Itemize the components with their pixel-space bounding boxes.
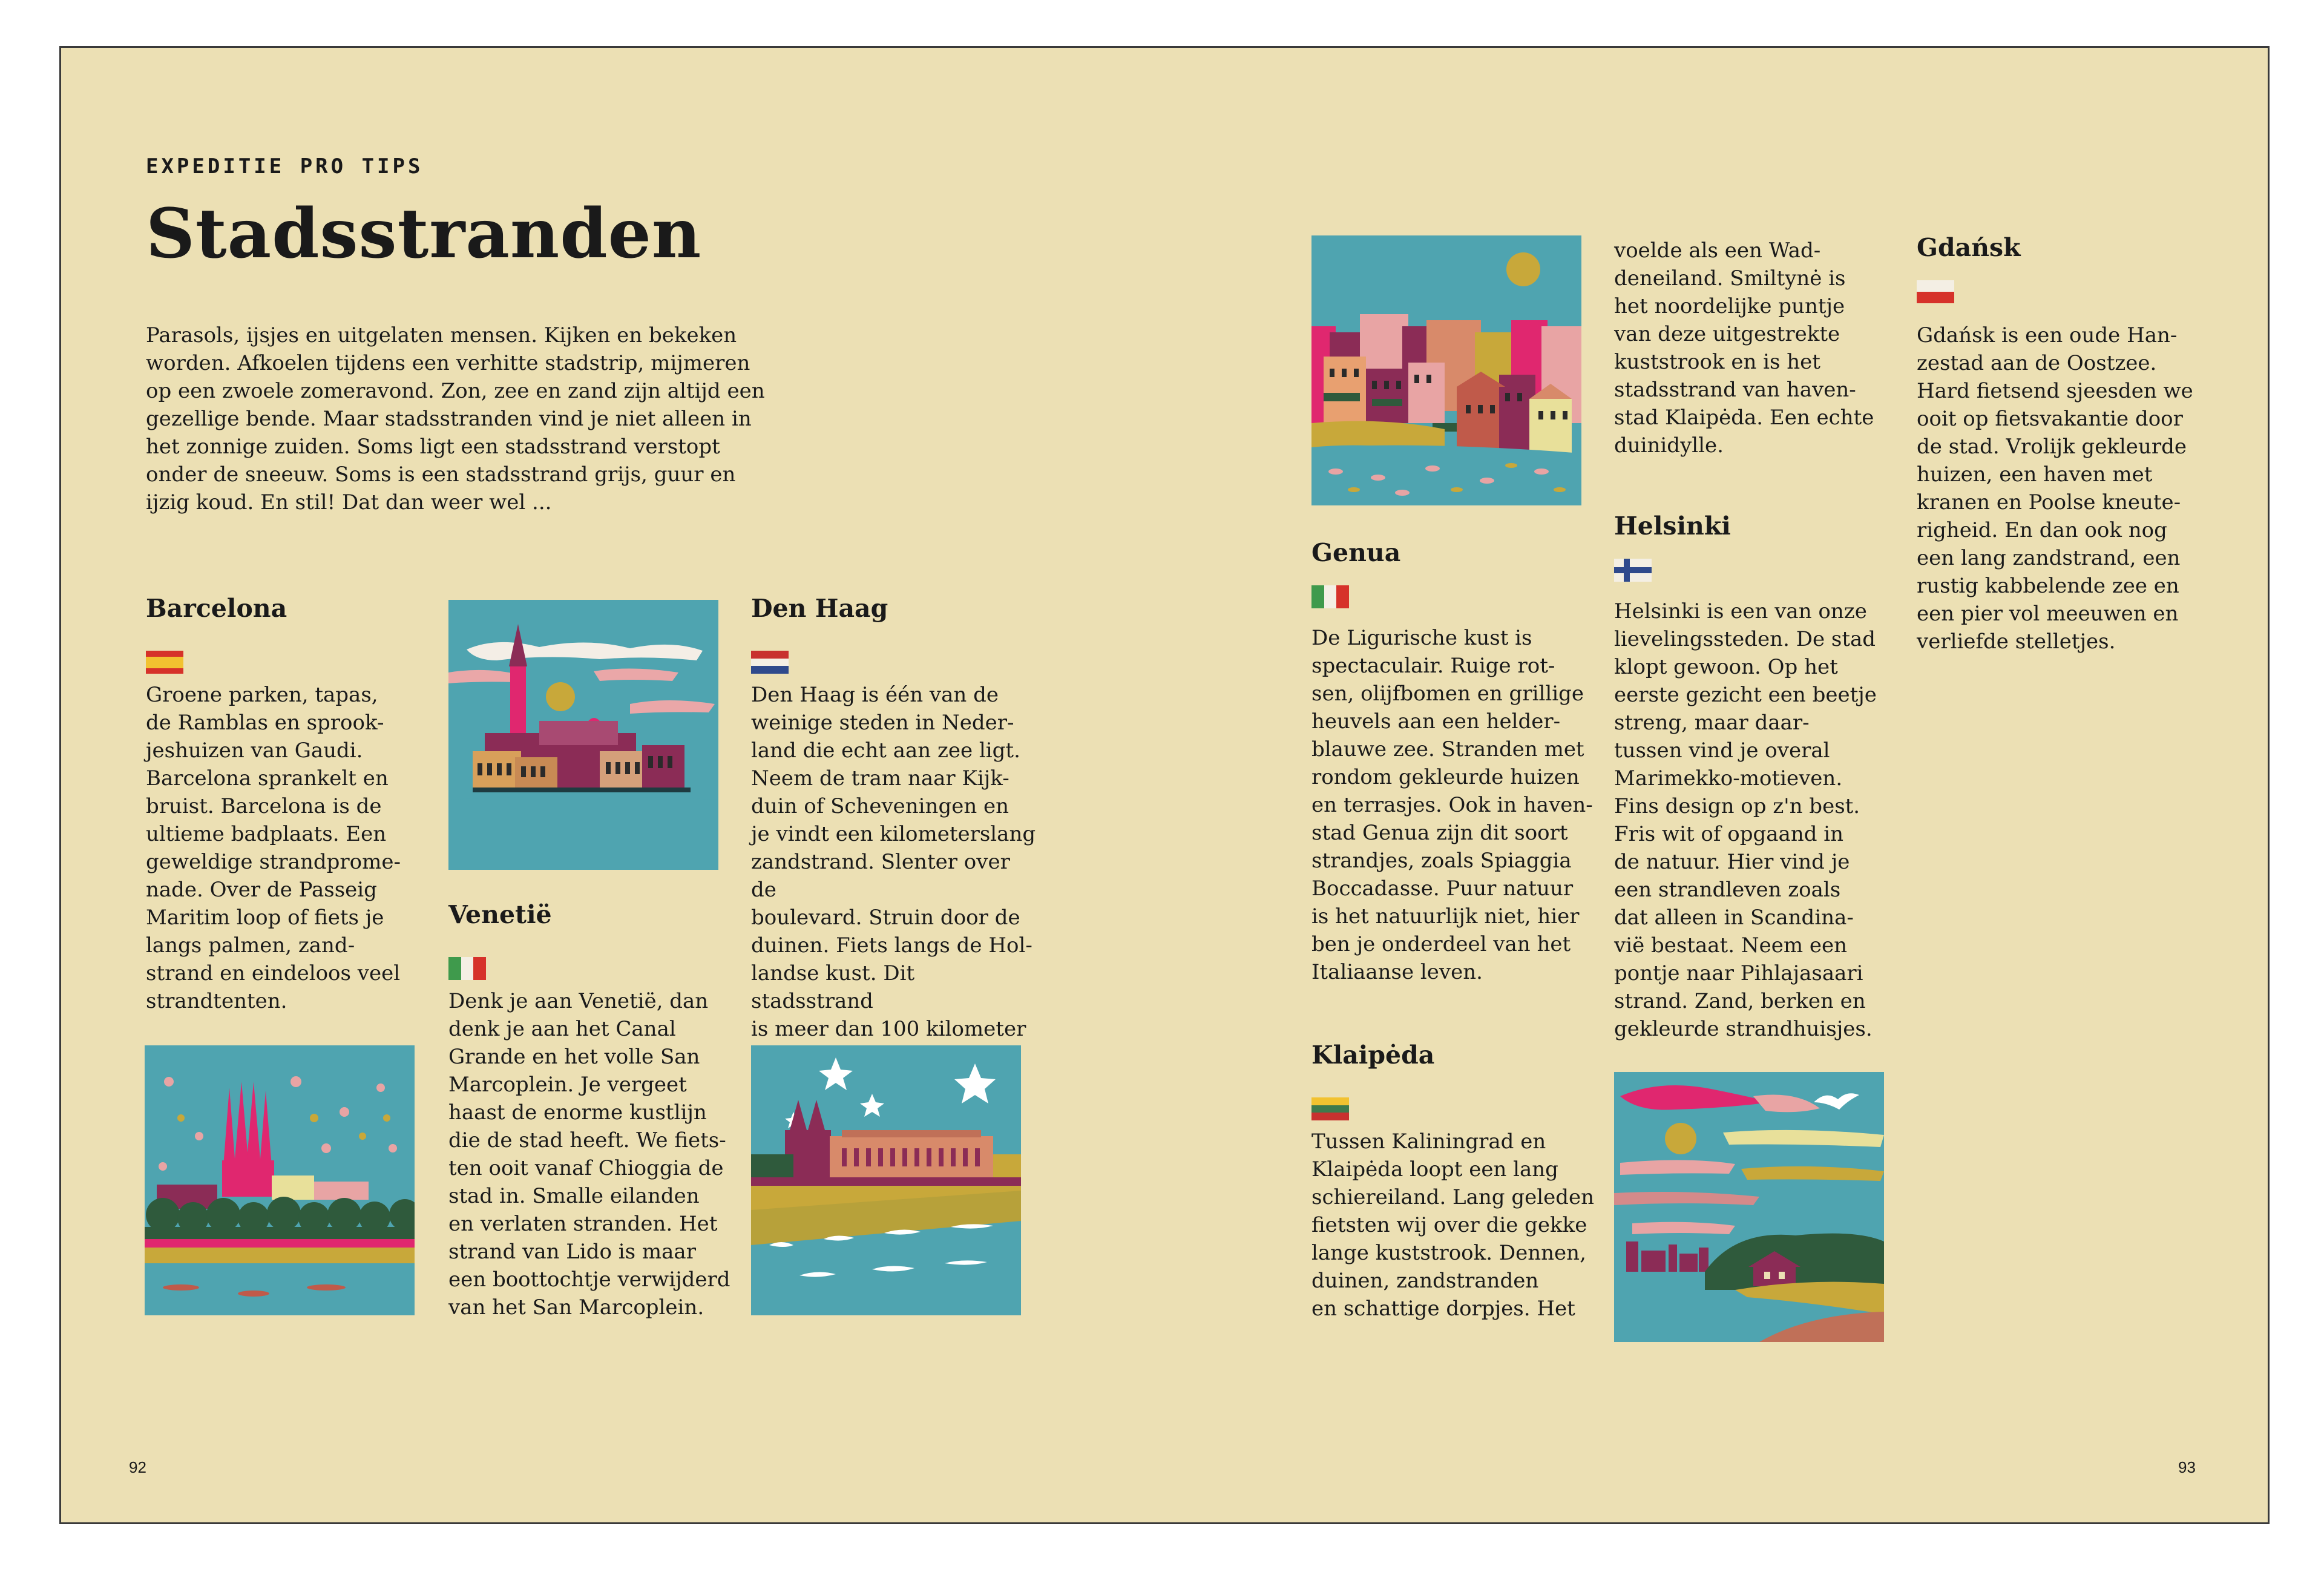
helsinki-text: Helsinki is een van onze lievelingssteden. De stad klopt gewoon. Op het eerste gezicht een beetje streng, maar daar- tussen vind je overal Marimekko-motieven. Fins design op z'n best. Fris wit of opgaand in de natuur. Hier vind je een strandleven zoals dat alleen in Scandina- vië bestaat. Neem een pontje naar Pihlajasaari strand. Zand, berken en gekleurde strandhuisjes. [1614,599,1877,1041]
venice-illustration [448,600,718,870]
page-number-right: 93 [2178,1458,2196,1476]
gdansk-heading: Gdańsk [1917,233,2021,262]
gdansk-text: Gdańsk is een oude Han- zestad aan de Oostzee. Hard fietsend sjeesden we ooit op fietsvakantie door de stad. Vrolijk gekleurde huizen, een haven met kranen en Poolse kneute- righeid. En dan ook nog een lang zandstrand, een rustig kabbelende zee en een pier vol meeuwen en verliefde stelletjes. [1917,323,2193,654]
genua-heading: Genua [1311,538,1401,567]
finland-flag-icon [1614,559,1652,582]
genua-text: De Ligurische kust is spectaculair. Ruige rot- sen, olijfbomen en grillige heuvels aan een helder- blauwe zee. Stranden met rondom gekleurde huizen en terrasjes. Ook in haven- stad Genua zijn dit soort strandjes, zoals Spiaggia Boccadasse. Puur natuur is het natuurlijk niet, hier ben je onderdeel van het Italiaanse leven. [1311,626,1593,984]
lithuania-flag-icon [1311,1097,1349,1120]
denhaag-text: Den Haag is één van de weinige steden in Neder- land die echt aan zee ligt. Neem de tram naar Kijk- duin of Scheveningen en je vindt een kilometerslang zandstrand. Slenter over de boulevard. Struin door de duinen. Fiets langs de Hol- landse kust. Dit stadsstrand is meer dan 100 kilometer [751,683,1036,1041]
venetie-text: Denk je aan Venetië, dan denk je aan het Canal Grande en het volle San Marcoplein. Je vergeet haast de enorme kustlijn die de stad heeft. We fiets- ten ooit vanaf Chioggia de stad in. Smalle eilanden en verlaten stranden. Het strand van Lido is maar een boottochtje verwijderd van het San Marcoplein. [448,989,730,1320]
italy-flag-icon [1311,585,1349,608]
helsinki-illustration [1614,1072,1884,1342]
magazine-spread [59,46,2270,1524]
helsinki-heading: Helsinki [1614,511,1731,541]
denhaag-illustration [751,1045,1021,1315]
spain-flag-icon [146,651,183,674]
denhaag-heading: Den Haag [751,594,888,623]
poland-flag-icon [1917,280,1954,303]
barcelona-illustration [145,1045,415,1315]
barcelona-text: Groene parken, tapas, de Ramblas en sprook- jeshuizen van Gaudi. Barcelona sprankelt en bruist. Barcelona is de ultieme badplaats. Een geweldige strandprome- nade. Over de Passeig Maritim loop of fiets je langs palmen, zand- strand en eindeloos veel strandtenten. [146,683,401,1013]
page-title: Stadsstranden [146,194,702,274]
netherlands-flag-icon [751,651,789,674]
genua-illustration [1311,235,1581,505]
venetie-heading: Venetië [448,900,552,929]
page-number-left: 92 [129,1458,146,1476]
intro-text: Parasols, ijsjes en uitgelaten mensen. Kijken en bekeken worden. Afkoelen tijdens een verhitte stadstrip, mijmeren op een zwoele zomeravond. Zon, zee en zand zijn altijd een gezellige bende. Maar stadsstranden vind je niet alleen in het zonnige zuiden. Soms ligt een stadsstrand verstopt onder de sneeuw. Soms is een stadsstrand grijs, guur en ijzig koud. En stil! Dat dan weer wel ... [146,323,765,515]
italy-flag-icon [448,957,486,980]
barcelona-heading: Barcelona [146,594,287,623]
klaipeda-text-continued: voelde als een Wad- deneiland. Smiltynė is het noordelijke puntje van deze uitgestrekte kuststrook en is het stadsstrand van haven- stad Klaipėda. Een echte duinidylle. [1614,238,1874,458]
klaipeda-heading: Klaipėda [1311,1041,1435,1070]
klaipeda-text: Tussen Kaliningrad en Klaipėda loopt een lang schiereiland. Lang geleden fietsten wij over die gekke lange kuststrook. Dennen, duinen, zandstranden en schattige dorpjes. Het [1311,1129,1595,1321]
kicker: EXPEDITIE PRO TIPS [146,154,424,179]
